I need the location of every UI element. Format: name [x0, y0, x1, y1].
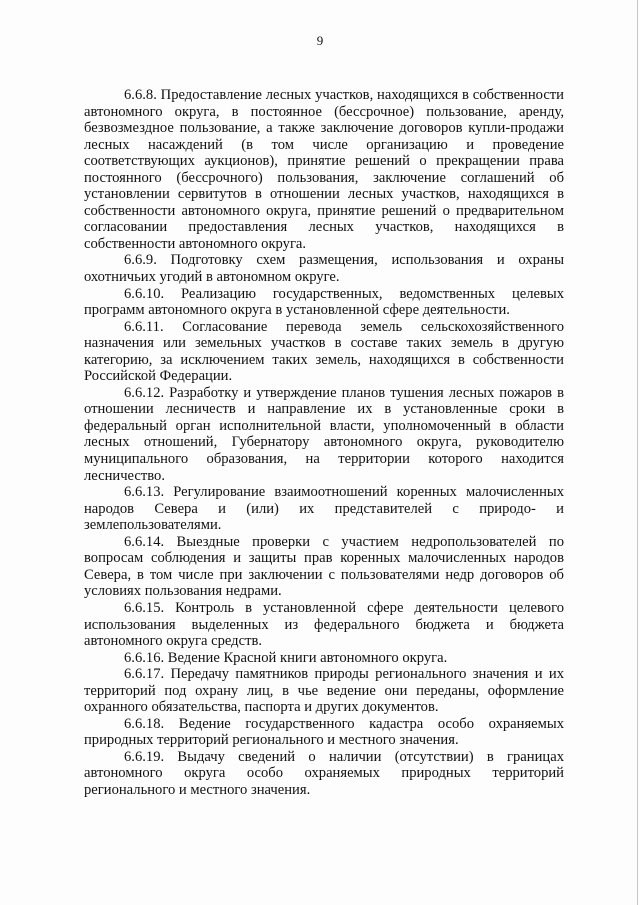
paragraph-6-6-19: 6.6.19. Выдачу сведений о наличии (отсутствии) в границах автономного округа особо охраняемых природных территорий регионального и местного значения. [84, 748, 564, 798]
page-number: 9 [316, 33, 324, 48]
paragraph-6-6-8: 6.6.8. Предоставление лесных участков, находящихся в собственности автономного округа, в постоянное (бессрочное) пользование, аренду, безвозмездное пользование, а также заключение договоров купли-продажи лесных насаждений (в том числе организацию и проведение соответствующих аукционов), принятие решений о прекращении права постоянного (бессрочного) пользования, заключение соглашений об установлении сервитутов в отношении лесных участков, находящихся в собственности автономного округа, принятие решений о предварительном согласовании предоставления лесных участков, находящихся в собственности автономного округа. [84, 87, 564, 252]
paragraph-6-6-18: 6.6.18. Ведение государственного кадастра особо охраняемых природных территорий регионального и местного значения. [84, 715, 564, 749]
paragraph-6-6-17: 6.6.17. Передачу памятников природы регионального значения и их территорий под охрану лиц, в чье ведение они переданы, оформление охранного обязательства, паспорта и других документов. [84, 666, 564, 716]
paragraph-6-6-14: 6.6.14. Выездные проверки с участием недропользователей по вопросам соблюдения и защиты прав коренных малочисленных народов Севера, в том числе при заключении с пользователями недр договоров об условиях пользования недрами. [84, 533, 564, 600]
paragraph-6-6-16: 6.6.16. Ведение Красной книги автономного округа. [124, 649, 448, 666]
paragraph-6-6-15: 6.6.15. Контроль в установленной сфере деятельности целевого использования выделенных из федерального бюджета и бюджета автономного округа средств. [84, 599, 564, 650]
document-body [84, 87, 564, 799]
paragraph-6-6-11: 6.6.11. Согласование перевода земель сельскохозяйственного назначения или земельных участков в составе таких земель в другую категорию, за исключением таких земель, находящихся в собственности Российской Федерации. [84, 318, 564, 385]
paragraph-6-6-10: 6.6.10. Реализацию государственных, ведомственных целевых программ автономного округа в установленной сфере деятельности. [84, 285, 564, 319]
paragraph-6-6-9: 6.6.9. Подготовку схем размещения, использования и охраны охотничьих угодий в автономном округе. [84, 252, 564, 286]
paragraph-6-6-13: 6.6.13. Регулирование взаимоотношений коренных малочисленных народов Севера и (или) их представителей с природо- и землепользователями. [84, 484, 564, 534]
scan-edge-line [637, 0, 638, 905]
paragraph-6-6-12: 6.6.12. Разработку и утверждение планов тушения лесных пожаров в отношении лесничеств и направление их в установленные сроки в федеральный орган исполнительной власти, уполномоченный в области лесных отношений, Губернатору автономного округа, руководителю муниципального образования, на территории которого находится лесничество. [84, 384, 564, 484]
